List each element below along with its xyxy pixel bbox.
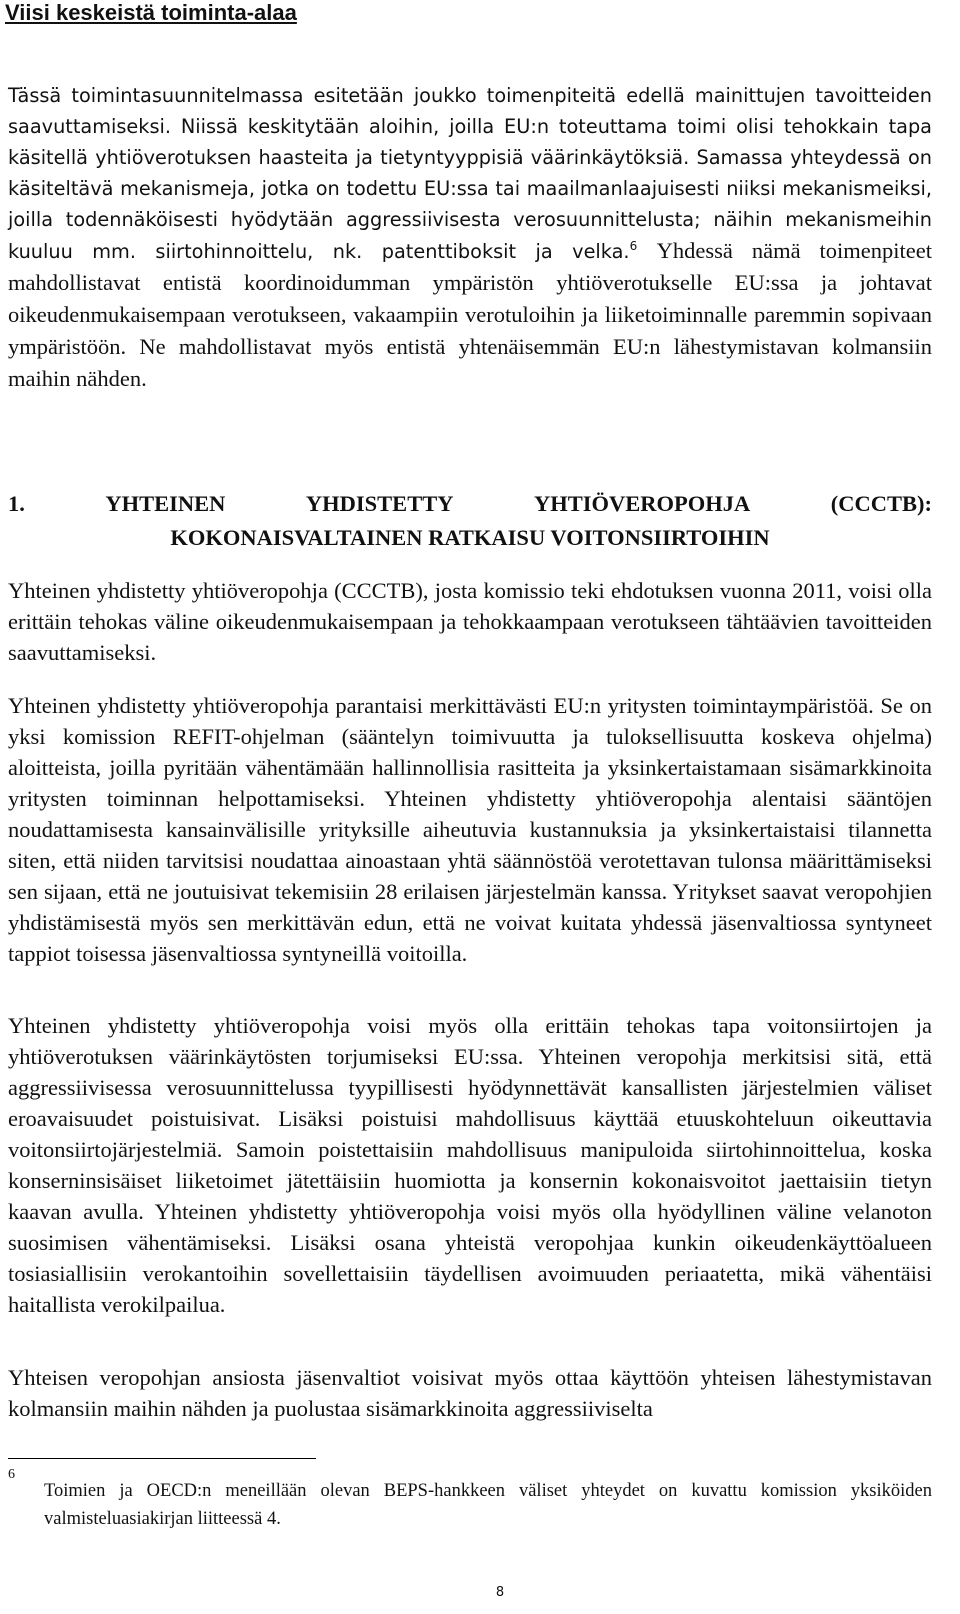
footnote-text: Toimien ja OECD:n meneillään olevan BEPS-hankkeen väliset yhteydet on kuvattu komission yksiköiden valmisteluasiakirjan liitteessä 4. (44, 1481, 932, 1529)
body-paragraph: Yhteinen yhdistetty yhtiöveropohja parantaisi merkittävästi EU:n yritysten toimintaympäristöä. Se on yksi komission REFIT-ohjelman (sääntelyn toimivuutta ja tuloksellisuutta koskeva ohjelma) aloitteista, joilla pyritään vähentämään hallinnollisia rasitteita ja yksinkertaistamaan sisämarkkinoita yritysten toiminnan helpottamiseksi. Yhteinen yhdistetty yhtiöveropohja alentaisi sääntöjen noudattamisesta kansainvälisille yrityksille aiheutuvia kustannuksia ja yksinkertaistaisi tilannetta siten, että niiden tarvitsisi noudattaa ainoastaan yhtä säännöstöä verotettavan tulonsa määrittämiseksi sen sijaan, että ne joutuisivat tekemisiin 28 erilaisen järjestelmän kanssa. Yritykset saavat veropohjien yhdistämisestä myös sen merkittävän edun, että ne voivat kuitata yhdessä jäsenvaltiossa syntyneet tappiot toisessa jäsenvaltiossa syntyneillä voitoilla. (8, 693, 932, 966)
intro-text-part2: Yhdessä nämä toimenpiteet mahdollistavat entistä koordinoidumman ympäristön yhtiöverotukselle EU:ssa ja johtavat oikeudenmukaisempaan verotukseen, vakaampiin verotuloihin ja liiketoiminnalle paremmin sopivaan ympäristöön. Ne mahdollistavat myös entistä yhtenäisemmän EU:n lähestymistavan kolmansiin maihin nähden. (8, 238, 932, 391)
section-title-word: YHDISTETTY (305, 491, 454, 516)
body-paragraph: Yhteinen yhdistetty yhtiöveropohja voisi myös olla erittäin tehokas tapa voitonsiirtojen ja yhtiöverotuksen väärinkäytösten torjumiseksi EU:ssa. Yhteinen veropohja merkitsisi sitä, että aggressiivisessa verosuunnittelussa tyypillisesti hyödynnettävät kansallisten järjestelmien väliset eroavaisuudet poistuisivat. Lisäksi poistuisi mahdollisuus käyttää etuuskohteluun oikeuttavia voitonsiirtojärjestelmiä. Samoin poistettaisiin mahdollisuus manipuloida siirtohinnoittelua, koska konserninsisäiset liiketoimet jätettäisiin huomiotta ja konsernin kokonaisvoitot jaettaisiin tietyn kaavan avulla. Yhteinen yhdistetty yhtiöveropohja voisi myös olla hyödyllinen väline velanoton suosimisen vähentämiseksi. Lisäksi osana yhteistä veropohjaa kunkin oikeudenkäyttöalueen tosiasiallisiin verokantoihin sovellettaisiin täydellisen avoimuuden periaatetta, mikä vähentäisi haitallista verokilpailua. (8, 1013, 932, 1317)
section-title-line2: KOKONAISVALTAINEN RATKAISU VOITONSIIRTOIHIN (170, 525, 770, 550)
footnote-number: 6 (8, 1467, 15, 1482)
footnote-divider (8, 1458, 316, 1459)
section-title-word: (CCCTB): (830, 491, 932, 516)
section-title-word: YHTIÖVEROPOHJA (533, 491, 751, 516)
footnote-reference[interactable]: 6 (629, 239, 638, 253)
section-heading: Viisi keskeistä toiminta-alaa (5, 0, 297, 25)
intro-text-part1: Tässä toimintasuunnitelmassa esitetään joukko toimenpiteitä edellä mainittujen tavoitteiden saavuttamiseksi. Niissä keskitytään aloihin, joilla EU:n toteuttama toimi olisi tehokkain tapa käsitellä yhtiöverotuksen haasteita ja tietyntyyppisiä väärinkäytöksiä. Samassa yhteydessä on käsiteltävä mekanismeja, jotka on todettu EU:ssa tai maailmanlaajuisesti niiksi mekanismeiksi, joilla todennäköisesti hyödytään aggressiivisesta verosuunnittelusta; näihin mekanismeihin kuuluu mm. siirtohinnoittelu, nk. patenttiboksit ja velka. (8, 84, 932, 263)
page-number: 8 (495, 1585, 505, 1600)
section-title (8, 487, 932, 555)
body-paragraph: Yhteisen veropohjan ansiosta jäsenvaltiot voisivat myös ottaa käyttöön yhteisen lähestymistavan kolmansiin maihin nähden ja puolustaa sisämarkkinoita aggressiiviselta (8, 1365, 932, 1421)
intro-paragraph (8, 80, 932, 395)
body-paragraph: Yhteinen yhdistetty yhtiöveropohja (CCCTB), josta komissio teki ehdotuksen vuonna 2011, voisi olla erittäin tehokas väline oikeudenmukaisempaan ja tehokkaampaan verotukseen tähtäävien tavoitteiden saavuttamiseksi. (8, 578, 932, 665)
section-title-word: YHTEINEN (105, 491, 226, 516)
section-number: 1. (8, 491, 25, 516)
